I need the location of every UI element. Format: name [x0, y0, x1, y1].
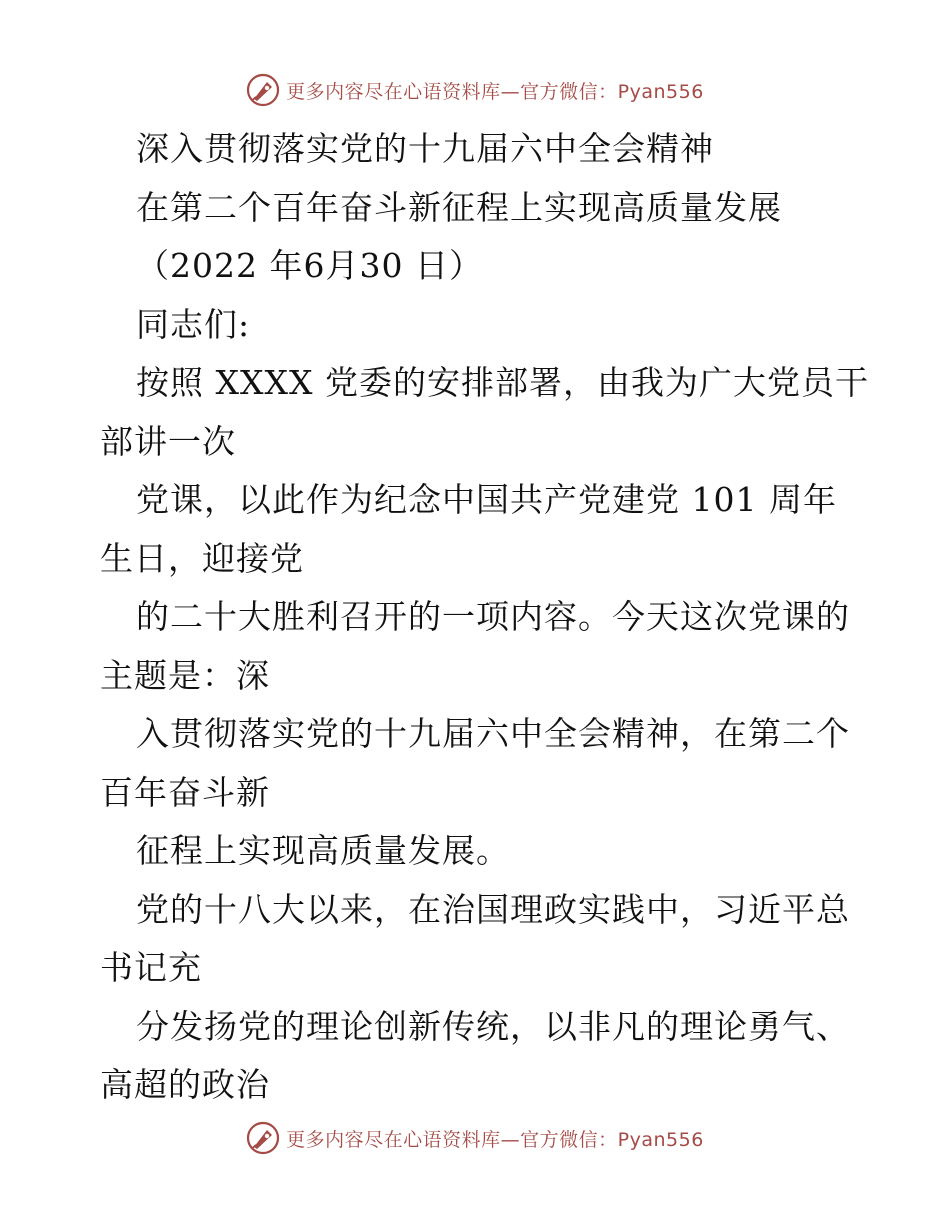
paragraph-line: 部讲一次 [100, 421, 236, 461]
paragraph-line: 分发扬党的理论创新传统，以非凡的理论勇气、 [136, 1006, 850, 1046]
doc-title-line-2: 在第二个百年奋斗新征程上实现高质量发展 [136, 187, 782, 227]
header-watermark [0, 70, 950, 110]
footer-watermark-text: 更多内容尽在心语资料库—官方微信：Pyan556 [286, 1128, 704, 1151]
document-body [100, 120, 869, 1115]
paragraph-line: 入贯彻落实党的十九届六中全会精神，在第二个 [136, 714, 850, 753]
paragraph-line: 书记充 [100, 948, 202, 987]
paragraph-line: 按照 XXXX 党委的安排部署，由我为广大党员干 [136, 363, 869, 402]
salutation: 同志们: [136, 304, 251, 344]
doc-title-line-1: 深入贯彻落实党的十九届六中全会精神 [136, 129, 714, 168]
pen-nib-logo-icon [246, 73, 280, 107]
paragraph-line: 的二十大胜利召开的一项内容。今天这次党课的 [136, 597, 850, 636]
paragraph-line: 党的十八大以来，在治国理政实践中，习近平总 [136, 889, 850, 929]
doc-date: （2022 年6月30 日） [136, 246, 483, 285]
paragraph-line: 征程上实现高质量发展。 [136, 831, 510, 870]
paragraph-line: 生日，迎接党 [100, 538, 304, 578]
paragraph-line: 百年奋斗新 [100, 772, 270, 812]
header-watermark-text: 更多内容尽在心语资料库—官方微信：Pyan556 [286, 80, 704, 103]
paragraph-line: 高超的政治 [100, 1065, 270, 1104]
footer-watermark [0, 1118, 950, 1158]
paragraph-line: 党课，以此作为纪念中国共产党建党 101 周年 [136, 480, 837, 519]
pen-nib-logo-icon [246, 1121, 280, 1155]
paragraph-line: 主题是：深 [100, 655, 270, 695]
